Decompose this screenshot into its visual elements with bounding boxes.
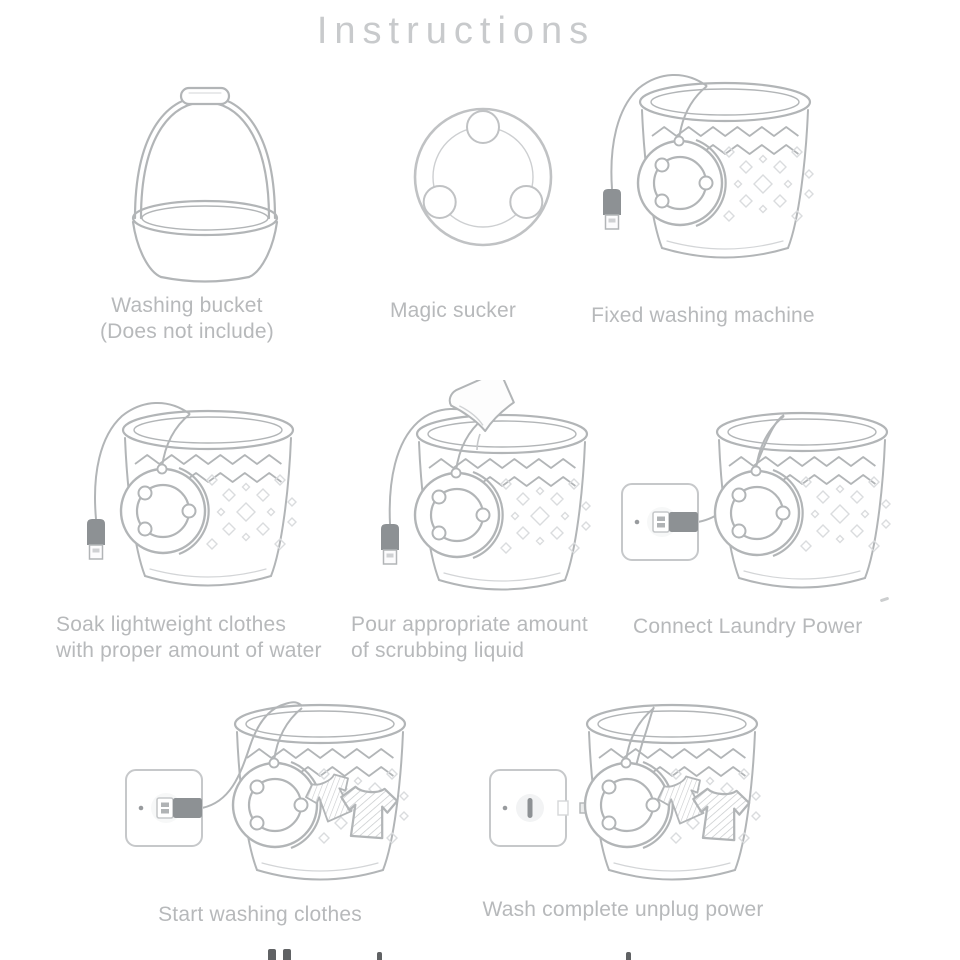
step-4-caption <box>56 612 356 664</box>
usb-plug-icon <box>87 519 105 559</box>
soak-clothes-illustration <box>58 396 318 611</box>
step-8-caption <box>473 897 773 923</box>
step-5-caption <box>351 612 651 664</box>
step-7-caption <box>110 902 410 928</box>
usb-plug-icon <box>603 189 621 229</box>
caption-line: Magic sucker <box>389 299 517 322</box>
caption-line: (Does not include) <box>99 320 275 343</box>
washing-bucket-illustration <box>105 70 305 285</box>
start-washing-illustration <box>100 690 440 905</box>
connect-power-illustration <box>612 398 912 613</box>
detergent-pouch-icon <box>446 380 518 437</box>
caption-line: Pour appropriate amount <box>351 613 588 636</box>
pour-liquid-illustration <box>352 380 612 615</box>
cutoff-text-mark <box>268 949 276 960</box>
caption-line: of scrubbing liquid <box>351 639 525 662</box>
caption-line: Start washing clothes <box>158 903 362 926</box>
caption-line: with proper amount of water <box>56 639 322 662</box>
cutoff-text-mark <box>626 952 631 960</box>
magic-sucker-illustration <box>408 102 558 252</box>
step-1-caption <box>37 293 337 345</box>
step-3-caption <box>553 303 853 329</box>
power-socket-icon <box>622 484 698 560</box>
caption-line: Soak lightweight clothes <box>56 613 287 636</box>
caption-line: Fixed washing machine <box>591 304 815 327</box>
power-socket-empty-icon <box>490 770 568 846</box>
unplug-power-illustration <box>452 690 792 905</box>
step-6-caption <box>633 614 933 640</box>
page-title: Instructions <box>316 10 596 52</box>
cutoff-text-mark <box>283 949 291 960</box>
caption-line: Washing bucket <box>111 294 263 317</box>
caption-line: Connect Laundry Power <box>633 615 863 638</box>
power-socket-icon <box>126 770 202 846</box>
caption-line: Wash complete unplug power <box>482 898 764 921</box>
cutoff-text-mark <box>377 952 382 960</box>
fixed-washing-machine-illustration <box>575 68 835 283</box>
usb-plug-icon <box>381 524 399 564</box>
pour-stream <box>477 434 480 450</box>
